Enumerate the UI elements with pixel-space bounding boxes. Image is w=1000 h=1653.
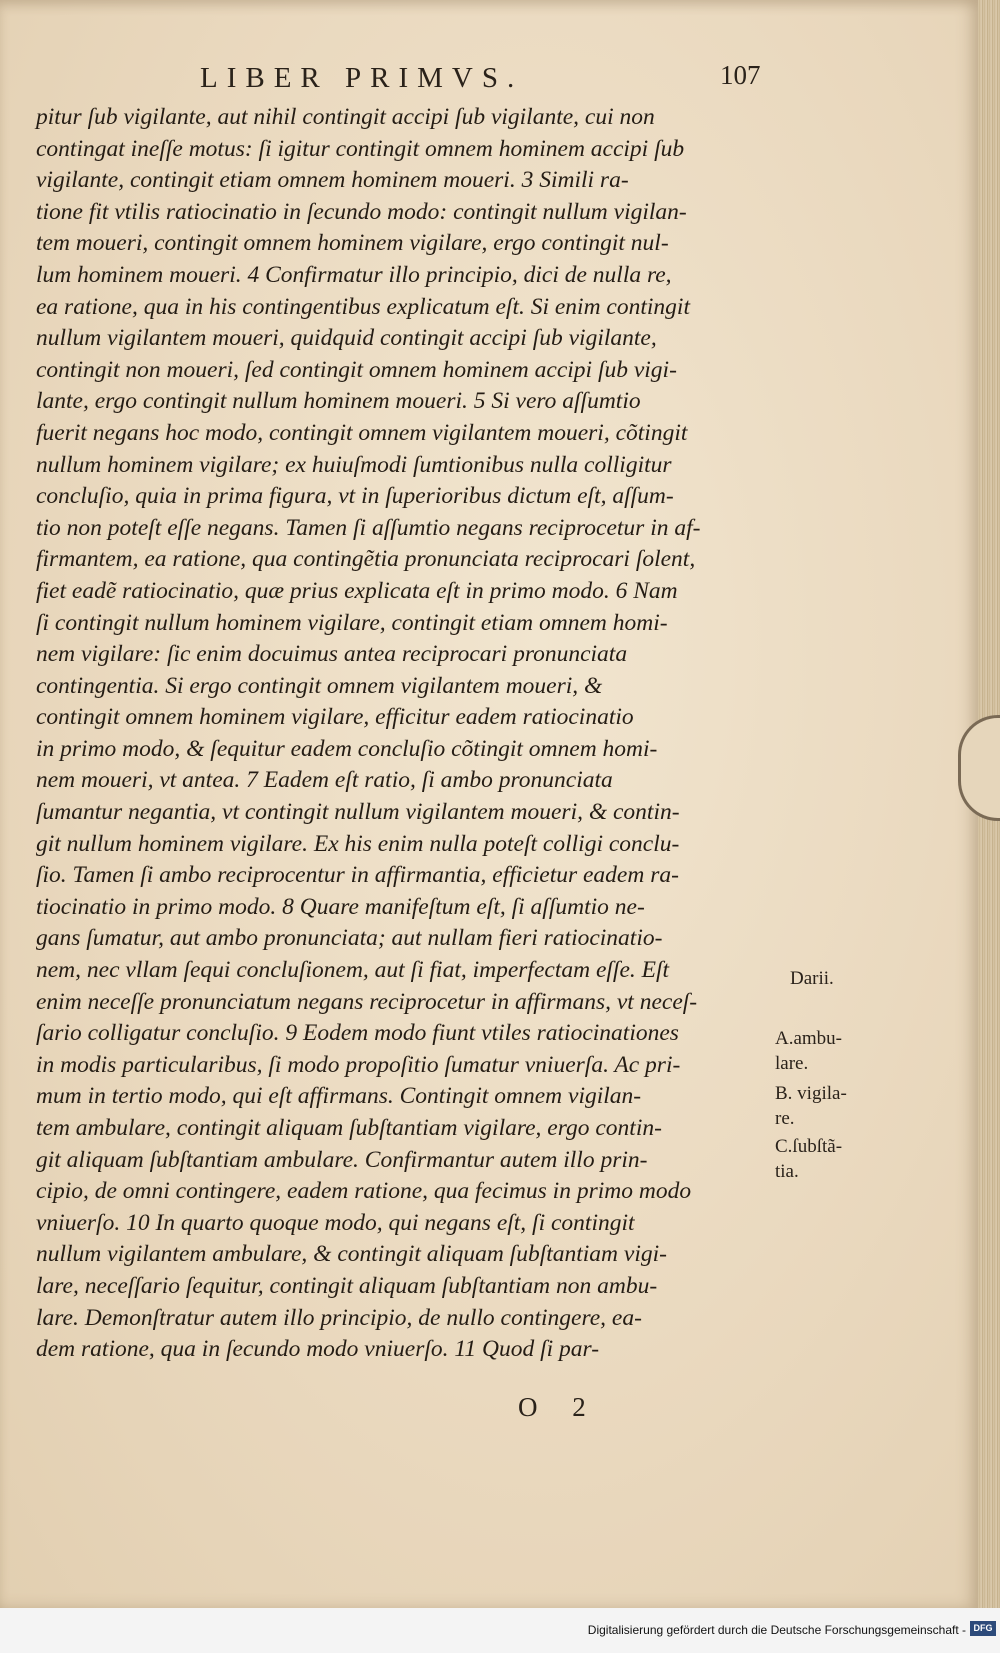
text-line: lare, neceſſario ſequitur, contingit aliquam ſubſtantiam non ambu- bbox=[36, 1272, 658, 1299]
text-line: ea ratione, qua in his contingentibus explicatum eſt. Si enim contingit bbox=[36, 293, 690, 320]
text-line: gans ſumatur, aut ambo pronunciata; aut nullam fieri ratiocinatio- bbox=[36, 925, 663, 952]
text-line: git aliquam ſubſtantiam ambulare. Confirmantur autem illo prin- bbox=[36, 1146, 648, 1173]
text-line: nullum hominem vigilare; ex huiuſmodi ſumtionibus nulla colligitur bbox=[36, 451, 672, 478]
text-line: lare. Demonſtratur autem illo principio, de nullo contingere, ea- bbox=[36, 1304, 642, 1331]
text-line: nullum vigilantem moueri, quidquid contingit accipi ſub vigilante, bbox=[36, 325, 657, 352]
text-line: vniuerſo. 10 In quarto quoque modo, qui negans eſt, ſi contingit bbox=[36, 1209, 635, 1236]
funding-credit: Digitalisierung gefördert durch die Deutsche Forschungsgemeinschaft - bbox=[587, 1623, 966, 1637]
text-line: contingat ineſſe motus: ſi igitur contingit omnem hominem accipi ſub bbox=[36, 135, 685, 162]
running-head: LIBER PRIMVS. bbox=[200, 62, 524, 94]
text-line: firmantem, ea ratione, qua contingẽtia pronunciata reciprocari ſolent, bbox=[36, 546, 696, 573]
text-line: nem, nec vllam ſequi concluſionem, aut ſi fiat, imperfectam eſſe. Eſt bbox=[36, 957, 670, 984]
text-line: tio non poteſt eſſe negans. Tamen ſi aſſumtio negans reciprocetur in af- bbox=[36, 514, 701, 541]
text-line: tiocinatio in primo modo. 8 Quare manifeſtum eſt, ſi aſſumtio ne- bbox=[36, 893, 645, 920]
dfg-logo: DFG bbox=[970, 1621, 996, 1636]
text-line: lante, ergo contingit nullum hominem moueri. 5 Si vero aſſumtio bbox=[36, 388, 641, 415]
text-line: ſumantur negantia, vt contingit nullum vigilantem moueri, & contin- bbox=[36, 799, 680, 826]
margin-note-a-line2: lare. bbox=[775, 1053, 809, 1074]
text-line: tem moueri, contingit omnem hominem vigilare, ergo contingit nul- bbox=[36, 230, 669, 257]
text-line: ſio. Tamen ſi ambo reciprocentur in affirmantia, efficietur eadem ra- bbox=[36, 862, 679, 889]
margin-note-c-line2: tia. bbox=[775, 1161, 799, 1182]
text-line: contingit non moueri, ſed contingit omnem hominem accipi ſub vigi- bbox=[36, 356, 677, 383]
text-line: tem ambulare, contingit aliquam ſubſtantiam vigilare, ergo contin- bbox=[36, 1115, 662, 1141]
text-line: mum in tertio modo, qui eſt affirmans. Contingit omnem vigilan- bbox=[36, 1083, 642, 1110]
margin-note-c-line1: C.ſubſtã- bbox=[775, 1136, 843, 1157]
text-line: enim neceſſe pronunciatum negans reciprocetur in affirmans, vt neceſ- bbox=[36, 988, 698, 1015]
margin-note-b-line2: re. bbox=[775, 1108, 795, 1129]
text-line: nullum vigilantem ambulare, & contingit aliquam ſubſtantiam vigi- bbox=[36, 1241, 667, 1268]
text-line: ſi contingit nullum hominem vigilare, contingit etiam omnem homi- bbox=[36, 609, 668, 636]
text-line: fuerit negans hoc modo, contingit omnem vigilantem moueri, cõtingit bbox=[36, 419, 688, 446]
text-line: nem vigilare: ſic enim docuimus antea reciprocari pronunciata bbox=[36, 641, 628, 668]
text-line: tione fit vtilis ratiocinatio in ſecundo modo: contingit nullum vigilan- bbox=[36, 198, 687, 225]
text-line: ſario colligatur concluſio. 9 Eodem modo fiunt vtiles ratiocinationes bbox=[36, 1020, 679, 1047]
text-line: pitur ſub vigilante, aut nihil contingit accipi ſub vigilante, cui non bbox=[36, 104, 655, 130]
text-line: concluſio, quia in prima figura, vt in ſuperioribus dictum eſt, aſſum- bbox=[36, 483, 674, 510]
text-line: vigilante, contingit etiam omnem hominem moueri. 3 Simili ra- bbox=[36, 167, 629, 194]
margin-note-a-line1: A.ambu- bbox=[775, 1028, 843, 1049]
text-line: contingit omnem hominem vigilare, efficitur eadem ratiocinatio bbox=[36, 704, 634, 731]
text-line: dem ratione, qua in ſecundo modo vniuerſo. 11 Quod ſi par- bbox=[36, 1336, 600, 1363]
text-line: cipio, de omni contingere, eadem ratione, qua fecimus in primo modo bbox=[36, 1178, 692, 1205]
page-number: 107 bbox=[720, 60, 761, 90]
text-line: git nullum hominem vigilare. Ex his enim nulla poteſt colligi conclu- bbox=[36, 830, 680, 857]
body-text bbox=[36, 102, 781, 1366]
text-line: in primo modo, & ſequitur eadem concluſio cõtingit omnem homi- bbox=[36, 735, 658, 762]
footer-bar bbox=[0, 1608, 1000, 1653]
signature-mark: O 2 bbox=[518, 1392, 600, 1422]
text-line: lum hominem moueri. 4 Confirmatur illo principio, dici de nulla re, bbox=[36, 261, 672, 288]
margin-note-b-line1: B. vigila- bbox=[775, 1083, 847, 1104]
text-line: fiet eadẽ ratiocinatio, quæ prius explicata eſt in primo modo. 6 Nam bbox=[36, 577, 678, 604]
text-line: nem moueri, vt antea. 7 Eadem eſt ratio, ſi ambo pronunciata bbox=[36, 767, 613, 794]
text-line: contingentia. Si ergo contingit omnem vigilantem moueri, & bbox=[36, 672, 603, 699]
margin-note-darii: Darii. bbox=[790, 968, 834, 989]
text-line: in modis particularibus, ſi modo propoſitio ſumatur vniuerſa. Ac pri- bbox=[36, 1051, 681, 1078]
